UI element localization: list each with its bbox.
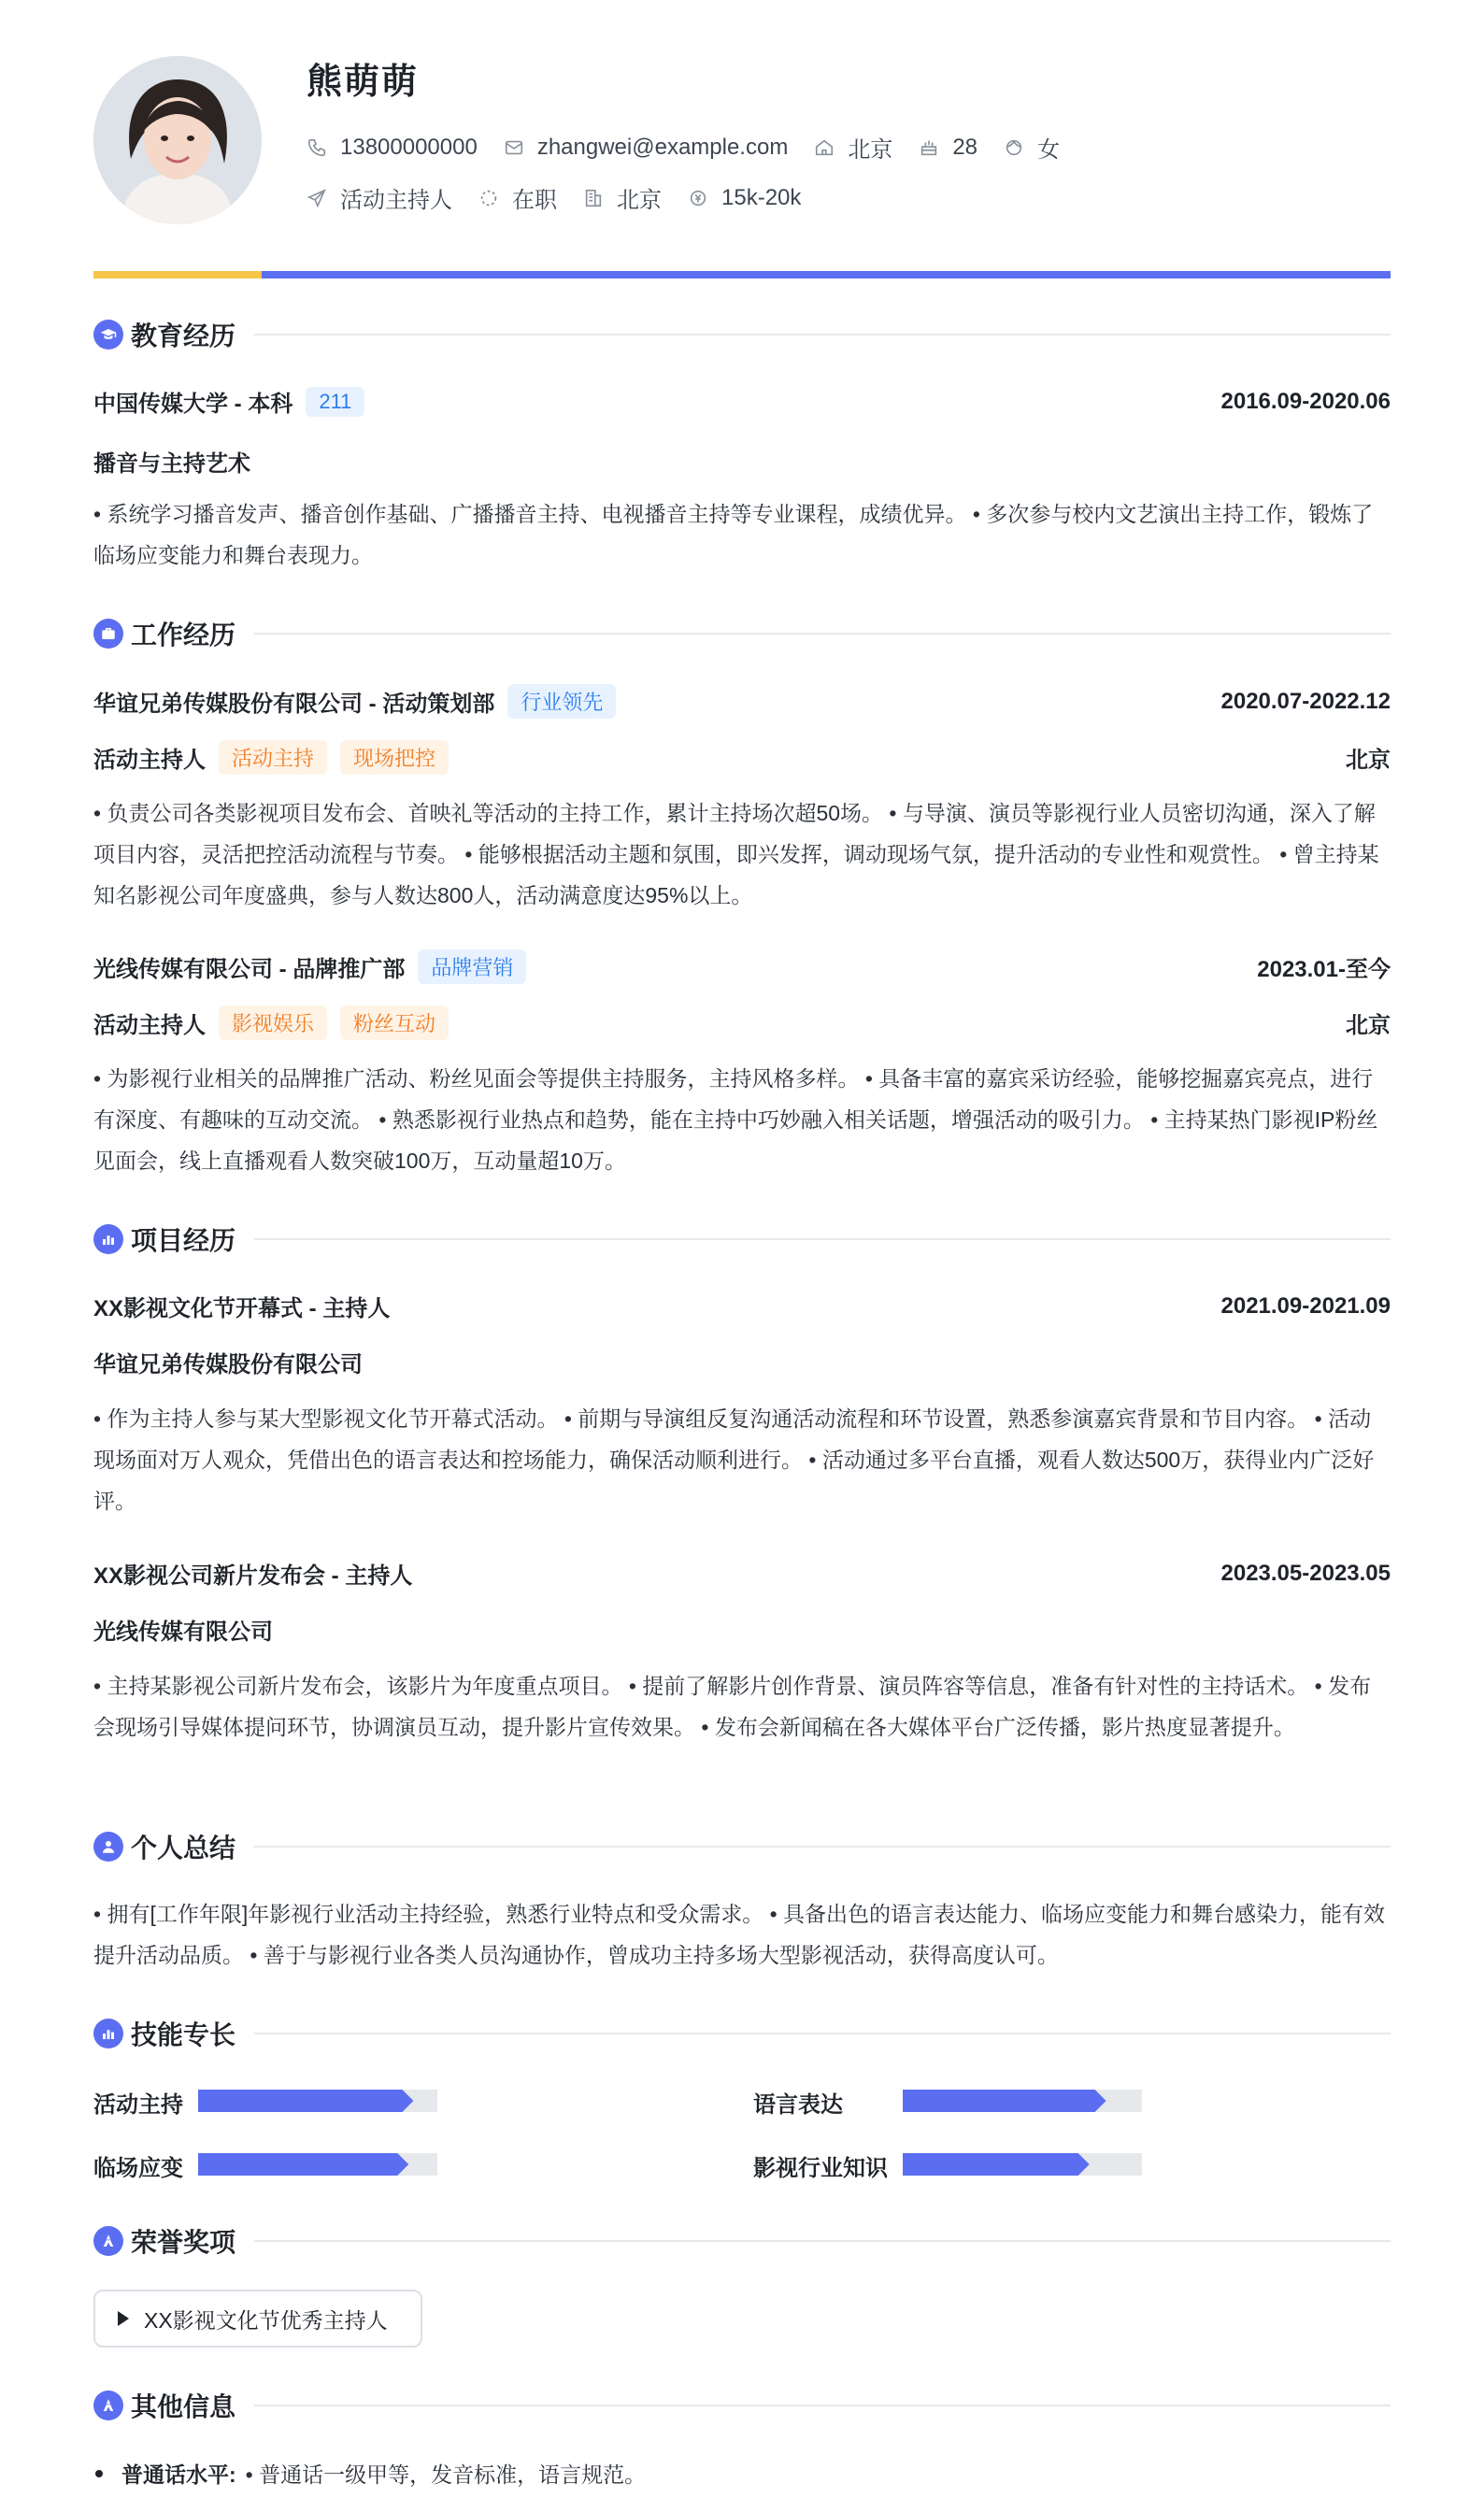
role-tag: 影视娱乐 xyxy=(219,1006,327,1040)
work-role-row xyxy=(93,1006,1391,1040)
section-title: 其他信息 xyxy=(131,2392,236,2421)
section-title: 荣誉奖项 xyxy=(131,2228,236,2257)
email-text: zhangwei@example.com xyxy=(536,134,789,160)
project-desc: • 作为主持人参与某大型影视文化节开幕式活动。 • 前期与导演组反复沟通活动流程和环节设置，熟悉参演嘉宾背景和节目内容。 • 活动现场面对万人观众，凭借出色的语言表达和控场能力，确保活动顺利进行。 • 活动通过多平台直播，观看人数达500万，获得业内广泛好评。 xyxy=(93,1406,1375,1513)
project-title: XX影视公司新片发布会 - 主持人 xyxy=(93,1563,413,1589)
play-icon xyxy=(118,2311,129,2326)
company-tag: 品牌营销 xyxy=(418,949,526,984)
work-date: 2023.01-至今 xyxy=(1257,957,1391,982)
section-work xyxy=(93,615,1391,652)
profile-name: 熊萌萌 xyxy=(307,63,420,102)
role-tag: 活动主持 xyxy=(219,740,327,775)
profile-header xyxy=(93,0,1391,273)
phone-item xyxy=(307,135,478,161)
award-icon xyxy=(93,2226,123,2256)
face-icon xyxy=(1004,137,1024,158)
education-desc: • 系统学习播音发声、播音创作基础、广播播音主持、电视播音主持等专业课程，成绩优异。 • 多次参与校内文艺演出主持工作，锻炼了临场应变能力和舞台表现力。 xyxy=(93,502,1374,567)
work-role-row xyxy=(93,740,1391,775)
skill-name: 影视行业知识 xyxy=(753,2156,888,2181)
send-icon xyxy=(307,188,327,208)
location-item xyxy=(814,131,892,164)
skill-fill xyxy=(198,2090,413,2112)
work-city-item xyxy=(583,181,662,214)
skill-fill xyxy=(903,2153,1090,2176)
section-skills xyxy=(93,2015,1391,2052)
status-item xyxy=(478,181,557,214)
school-tag: 211 xyxy=(306,387,364,417)
work-city: 北京 xyxy=(1346,1013,1391,1038)
section-project xyxy=(93,1220,1391,1258)
section-title: 技能专长 xyxy=(131,2020,236,2049)
summary-text: • 拥有[工作年限]年影视行业活动主持经验，熟悉行业特点和受众需求。 • 具备出色的语言表达能力、临场应变能力和舞台感染力，能有效提升活动品质。 • 善于与影视行业各类人员沟通协作，曾成功主持多场大型影视活动，获得高度认可。 xyxy=(93,1902,1386,1967)
project-header xyxy=(93,1557,1391,1590)
award-item xyxy=(93,2290,422,2348)
coin-icon xyxy=(688,188,708,208)
skill-bar xyxy=(198,2090,437,2112)
contact-row xyxy=(307,131,1086,164)
section-title: 项目经历 xyxy=(131,1226,236,1255)
skill-bar xyxy=(903,2153,1142,2176)
school-name: 中国传媒大学 - 本科 xyxy=(93,392,293,417)
skill-name: 临场应变 xyxy=(93,2156,183,2181)
education-date: 2016.09-2020.06 xyxy=(1220,388,1391,414)
section-summary xyxy=(93,1828,1391,1865)
age-text: 28 xyxy=(952,134,978,160)
bullet-icon xyxy=(95,2470,103,2477)
major: 播音与主持艺术 xyxy=(93,451,250,477)
project-desc: • 主持某影视公司新片发布会，该影片为年度重点项目。 • 提前了解影片创作背景、演员阵容等信息，准备有针对性的主持话术。 • 发布会现场引导媒体提问环节，协调演员互动，提升影片宣传效果。 • 发布会新闻稿在各大媒体平台广泛传播，影片热度显著提升。 xyxy=(93,1674,1372,1739)
briefcase-icon xyxy=(93,619,123,649)
role-tag: 现场把控 xyxy=(340,740,449,775)
other-item xyxy=(93,2458,646,2489)
project-org: 华谊兄弟传媒股份有限公司 xyxy=(93,1352,363,1377)
other-key: 普通话水平: xyxy=(121,2462,236,2487)
job-target-text: 活动主持人 xyxy=(340,188,452,213)
skill-name: 活动主持 xyxy=(93,2092,183,2118)
project-date: 2021.09-2021.09 xyxy=(1220,1292,1391,1319)
gender-text: 女 xyxy=(1037,137,1061,163)
other-value: • 普通话一级甲等，发音标准，语言规范。 xyxy=(245,2462,647,2487)
work-city: 北京 xyxy=(1346,748,1391,773)
status-text: 在职 xyxy=(512,188,557,213)
section-education xyxy=(93,316,1391,353)
education-major-row xyxy=(93,445,1391,478)
work-desc: • 为影视行业相关的品牌推广活动、粉丝见面会等提供主持服务，主持风格多样。 • 具备丰富的嘉宾采访经验，能够挖掘嘉宾亮点，进行有深度、有趣味的互动交流。 • 熟悉影视行业热点和趋势，能在主持中巧妙融入相关话题，增强活动的吸引力。 • 主持某热门影视IP粉丝见面会，线上直播观看人数突破100万，互动量超10万。 xyxy=(93,1066,1378,1173)
loading-icon xyxy=(478,188,499,208)
age-item xyxy=(919,135,977,161)
company-tag: 行业领先 xyxy=(507,684,616,719)
company-name: 华谊兄弟传媒股份有限公司 - 活动策划部 xyxy=(93,692,495,717)
work-desc: • 负责公司各类影视项目发布会、首映礼等活动的主持工作，累计主持场次超50场。 • 与导演、演员等影视行业人员密切沟通，深入了解项目内容，灵活把控活动流程与节奏。 • 能够根据活动主题和氛围，即兴发挥，调动现场气氛，提升活动的专业性和观赏性。 • 曾主持某知名影视公司年度盛典，参与人数达800人，活动满意度达95%以上。 xyxy=(93,801,1379,907)
section-awards xyxy=(93,2222,1391,2260)
work-header xyxy=(93,949,1391,984)
project-header xyxy=(93,1290,1391,1322)
project-org: 光线传媒有限公司 xyxy=(93,1620,273,1645)
company-name: 光线传媒有限公司 - 品牌推广部 xyxy=(93,957,406,982)
section-title: 工作经历 xyxy=(131,621,236,649)
user-icon xyxy=(93,1832,123,1862)
email-item xyxy=(504,135,789,161)
home-icon xyxy=(814,137,835,158)
chart-bar-icon xyxy=(93,1224,123,1254)
job-row xyxy=(307,181,827,214)
skill-fill xyxy=(198,2153,408,2176)
avatar xyxy=(93,56,262,224)
mail-icon xyxy=(504,137,524,158)
section-title: 个人总结 xyxy=(131,1834,236,1863)
phone-icon xyxy=(307,137,327,158)
gender-item xyxy=(1004,131,1060,164)
work-date: 2020.07-2022.12 xyxy=(1220,688,1391,714)
work-header xyxy=(93,684,1391,719)
job-target-item xyxy=(307,181,452,214)
role: 活动主持人 xyxy=(93,748,206,773)
skill-bar xyxy=(198,2153,437,2176)
salary-text: 15k-20k xyxy=(721,184,802,210)
role-tag: 粉丝互动 xyxy=(340,1006,449,1040)
award-icon xyxy=(93,2391,123,2420)
accent-divider xyxy=(93,271,1391,278)
skill-name: 语言表达 xyxy=(753,2092,843,2118)
skill-fill xyxy=(903,2090,1106,2112)
graduation-cap-icon xyxy=(93,320,123,350)
work-city-text: 北京 xyxy=(617,188,662,213)
skill-bar xyxy=(903,2090,1142,2112)
project-date: 2023.05-2023.05 xyxy=(1220,1560,1391,1586)
section-other xyxy=(93,2387,1391,2424)
project-title: XX影视文化节开幕式 - 主持人 xyxy=(93,1296,391,1321)
phone-text: 13800000000 xyxy=(340,134,478,160)
salary-item xyxy=(688,185,801,211)
section-title: 教育经历 xyxy=(131,321,236,350)
award-text: XX影视文化节优秀主持人 xyxy=(144,2307,388,2333)
project-org-row xyxy=(93,1346,1391,1378)
location-text: 北京 xyxy=(848,137,893,163)
chart-bar-icon xyxy=(93,2019,123,2048)
project-org-row xyxy=(93,1613,1391,1646)
education-header xyxy=(93,385,1391,418)
building-icon xyxy=(583,188,604,208)
role: 活动主持人 xyxy=(93,1013,206,1038)
cake-icon xyxy=(919,137,939,158)
